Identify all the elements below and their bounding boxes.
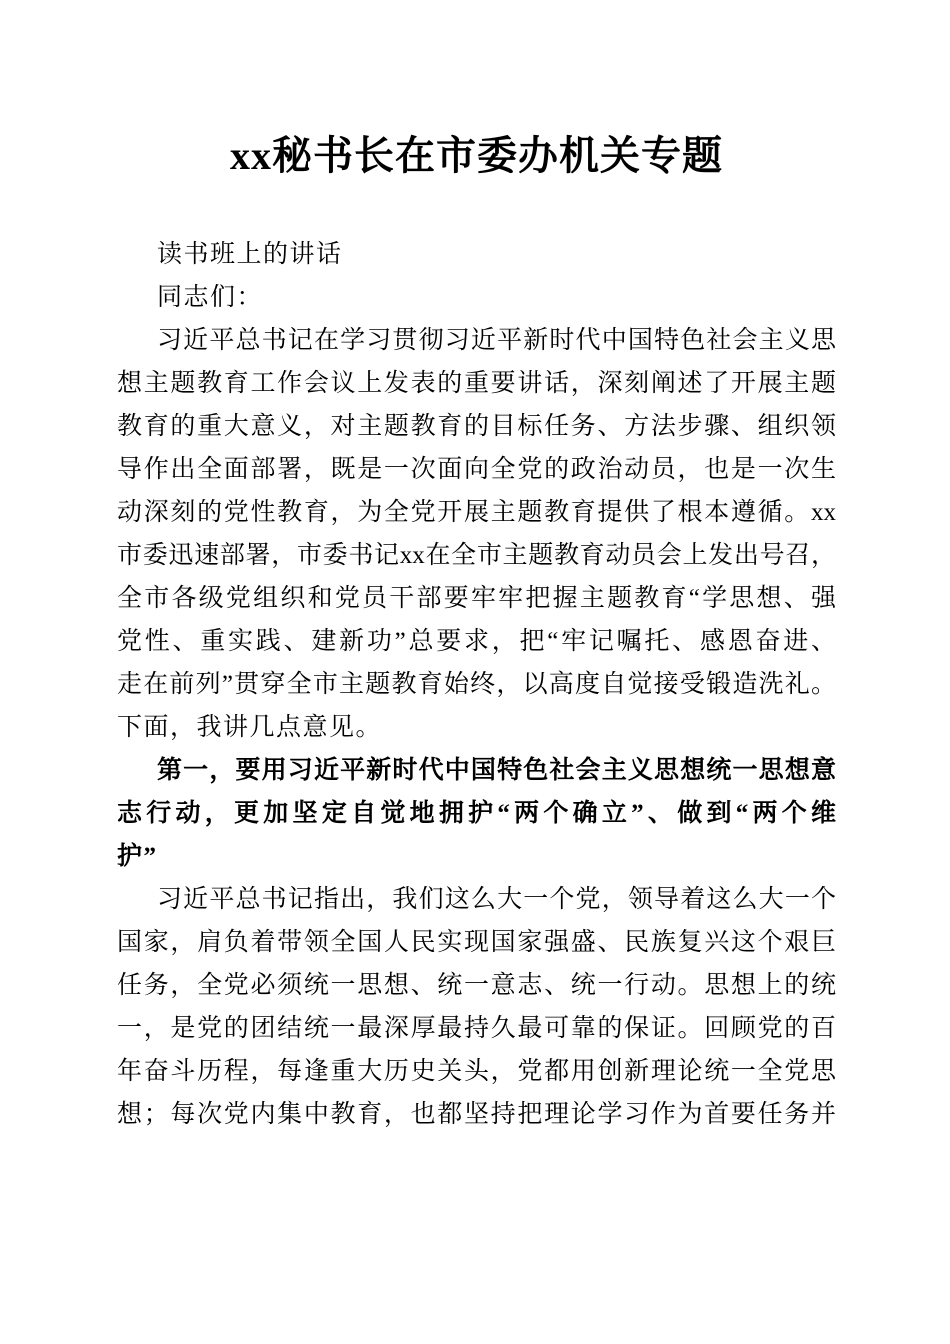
text-line: 全市各级党组织和党员干部要牢牢把握主题教育“学思想、强 bbox=[117, 585, 836, 612]
text-line: 党性、重实践、建新功”总要求，把“牢记嘱托、感恩奋进、 bbox=[117, 628, 836, 655]
text-line: 任务，全党必须统一思想、统一意志、统一行动。思想上的统 bbox=[117, 972, 836, 999]
text-line: 习近平总书记指出，我们这么大一个党，领导着这么大一个 bbox=[157, 886, 836, 913]
text-line: 市委迅速部署，市委书记xx在全市主题教育动员会上发出号召， bbox=[117, 542, 836, 569]
text-line: 动深刻的党性教育，为全党开展主题教育提供了根本遵循。xx bbox=[117, 499, 836, 526]
text-line: 一，是党的团结统一最深厚最持久最可靠的保证。回顾党的百 bbox=[117, 1015, 836, 1042]
text-line: 导作出全面部署，既是一次面向全党的政治动员，也是一次生 bbox=[117, 456, 836, 483]
heading-line: 志行动，更加坚定自觉地拥护“两个确立”、做到“两个维 bbox=[117, 800, 836, 827]
heading-line: 第一，要用习近平新时代中国特色社会主义思想统一思想意 bbox=[157, 757, 836, 784]
text-line: 下面，我讲几点意见。 bbox=[117, 714, 383, 741]
text-line: 读书班上的讲话 bbox=[157, 241, 343, 268]
heading-line: 护” bbox=[117, 843, 158, 870]
text-line: 想；每次党内集中教育，也都坚持把理论学习作为首要任务并 bbox=[117, 1101, 836, 1128]
page-title: xx秘书长在市委办机关专题 bbox=[230, 133, 723, 178]
text-line: 国家，肩负着带领全国人民实现国家强盛、民族复兴这个艰巨 bbox=[117, 929, 836, 956]
text-line: 习近平总书记在学习贯彻习近平新时代中国特色社会主义思 bbox=[157, 327, 836, 354]
text-line: 年奋斗历程，每逢重大历史关头，党都用创新理论统一全党思 bbox=[117, 1058, 836, 1085]
text-line: 走在前列”贯穿全市主题教育始终，以高度自觉接受锻造洗礼。 bbox=[117, 671, 836, 698]
text-line: 教育的重大意义，对主题教育的目标任务、方法步骤、组织领 bbox=[117, 413, 836, 440]
text-line: 想主题教育工作会议上发表的重要讲话，深刻阐述了开展主题 bbox=[117, 370, 836, 397]
text-line: 同志们： bbox=[157, 284, 264, 311]
